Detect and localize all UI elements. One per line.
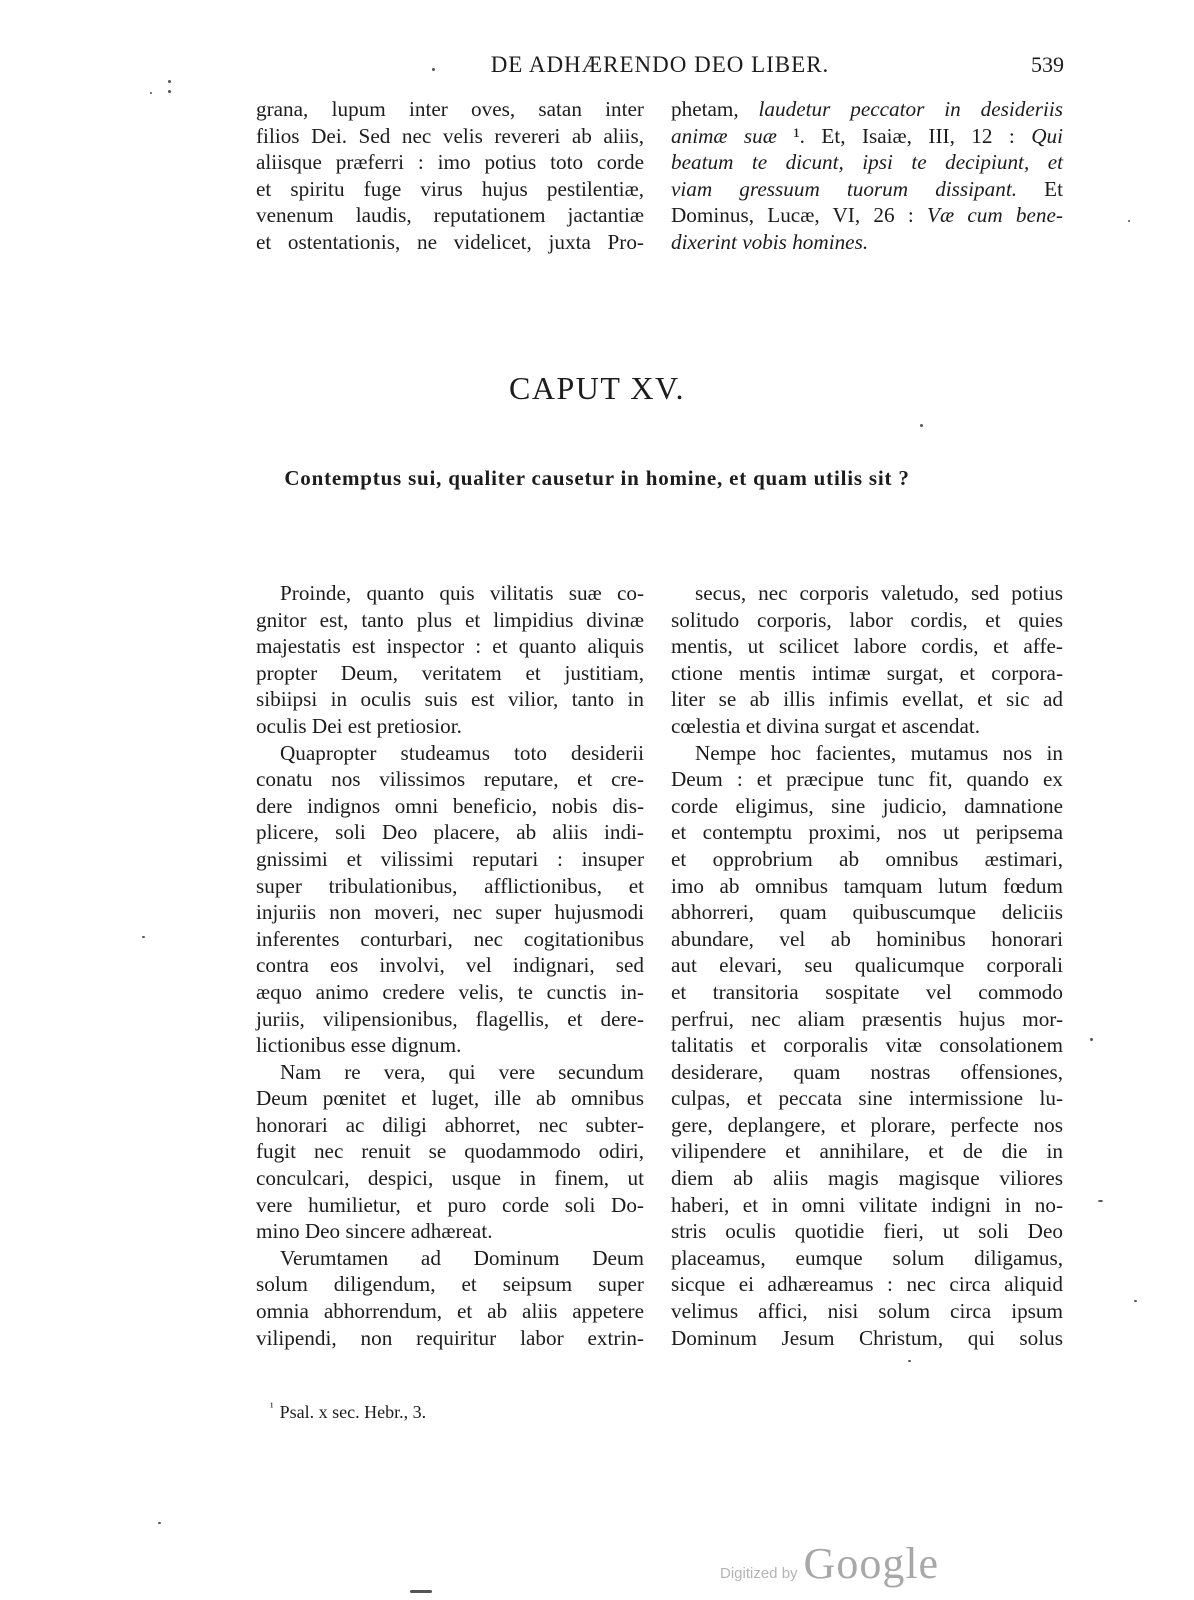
text-line: Deum : et præcipue tunc fit, quando ex: [671, 767, 1063, 792]
text-line: ctione mentis intimæ surgat, et corpora-: [671, 660, 1063, 685]
text-line: liter se ab illis infimis evellat, et sic ad: [671, 687, 1063, 712]
text-line: omnia abhorrendum, et ab aliis appetere: [256, 1299, 644, 1324]
running-title: DE ADHÆRENDO DEO LIBER.: [490, 52, 830, 77]
digitized-watermark: [720, 1538, 939, 1589]
text-line: mino Deo sincere adhæreat.: [256, 1219, 493, 1244]
text-line: [671, 123, 1063, 150]
text-line: honorari ac diligi abhorret, nec subter-: [256, 1112, 644, 1137]
text-line: Quapropter studeamus toto desiderii: [280, 740, 644, 765]
text-line: conculcari, despici, usque in finem, ut: [256, 1166, 644, 1191]
footnote: [270, 1400, 426, 1423]
text-line: Nam re vera, qui vere secundum: [280, 1059, 644, 1084]
scan-speck: [1134, 1300, 1137, 1302]
scan-speck: [168, 90, 171, 93]
text-line: stris oculis quotidie fieri, ut soli Deo: [671, 1219, 1063, 1244]
digitized-label: Digitized by: [720, 1565, 798, 1582]
text-line: abundare, vel ab hominibus honorari: [671, 926, 1063, 951]
top-left-column: [256, 96, 644, 256]
chapter-heading: CAPUT XV.: [509, 370, 685, 406]
text-line: sicque ei adhæreamus : nec circa aliquid: [671, 1272, 1063, 1297]
text-run: Et: [1017, 176, 1063, 201]
text-line: perfrui, nec aliam præsentis hujus mor-: [671, 1006, 1063, 1031]
text-line: [671, 229, 1063, 256]
text-line: Proinde, quanto quis vilitatis suæ co-: [280, 581, 644, 605]
quotation-italic: animæ suæ: [671, 123, 777, 148]
text-line: lictionibus esse dignum.: [256, 1033, 462, 1058]
text-line: majestatis est inspector : et quanto aliquis: [256, 634, 644, 659]
text-line: fugit nec renuit se quodammodo odiri,: [256, 1139, 644, 1164]
footnote-marker: ¹: [270, 1400, 274, 1414]
text-line: vere humilietur, et puro corde soli Do-: [256, 1192, 644, 1217]
text-line: contra eos involvi, vel indignari, sed: [256, 953, 644, 978]
text-run: ¹. Et, Isaiæ, III, 12 :: [776, 123, 1032, 148]
text-line: secus, nec corporis valetudo, sed potius: [695, 581, 1063, 605]
text-line: talitatis et corporalis vitæ consolationem: [671, 1033, 1063, 1058]
text-line: plicere, soli Deo placere, ab aliis indi-: [256, 820, 644, 845]
scan-speck: [142, 936, 145, 938]
text-line: grana, lupum inter oves, satan inter: [256, 97, 644, 121]
scan-speck: [1098, 1200, 1103, 1202]
text-line: abhorreri, quam quibuscumque deliciis: [671, 900, 1063, 925]
text-run: Dominus, Lucæ, VI, 26 :: [671, 203, 928, 228]
text-line: [671, 176, 1063, 203]
text-line: inferentes conturbari, nec cogitationibus: [256, 926, 644, 951]
text-line: oculis Dei est pretiosior.: [256, 713, 462, 738]
scan-speck: [908, 1360, 911, 1362]
text-line: injuriis non moveri, nec super hujusmodi: [256, 900, 644, 925]
text-line: et opprobrium ab omnibus æstimari,: [671, 846, 1063, 871]
text-line: haberi, et in omni vilitate indigni in no-: [671, 1192, 1063, 1217]
text-line: dere indignos omni beneficio, nobis dis-: [256, 793, 644, 818]
running-head: [256, 52, 1064, 82]
scan-speck: [920, 424, 923, 427]
text-line: aliisque præferri : imo potius toto corde: [256, 150, 644, 175]
text-line: juriis, vilipensionibus, flagellis, et dere-: [256, 1006, 644, 1031]
quotation-italic: Væ cum bene-: [927, 203, 1063, 228]
scan-speck: [1090, 1038, 1093, 1041]
text-line: Deum pœnitet et luget, ille ab omnibus: [256, 1086, 644, 1111]
top-right-column: [671, 96, 1063, 256]
chapter-subtitle: Contemptus sui, qualiter causetur in homine, et quam utilis sit ?: [284, 466, 910, 490]
text-line: [671, 149, 1063, 176]
text-line: et contemptu proximi, nos ut peripsema: [671, 820, 1063, 845]
page-number: 539: [1031, 52, 1064, 77]
text-run: phetam,: [671, 97, 759, 121]
text-line: et ostentationis, ne videlicet, juxta Pro-: [256, 229, 644, 254]
text-line: super tribulationibus, afflictionibus, et: [256, 873, 644, 898]
text-line: mentis, ut scilicet labore cordis, et affe-: [671, 634, 1063, 659]
text-line: Dominum Jesum Christum, qui solus: [671, 1325, 1063, 1350]
scan-speck: [432, 68, 435, 71]
google-logo: Google: [803, 1539, 940, 1588]
quotation-italic: viam gressuum tuorum dissipant.: [671, 176, 1018, 201]
text-line: corde eligimus, sine judicio, damnatione: [671, 793, 1063, 818]
text-line: gnissimi et vilissimi reputari : insuper: [256, 846, 644, 871]
text-line: solum diligendum, et seipsum super: [256, 1272, 644, 1297]
text-line: propter Deum, veritatem et justitiam,: [256, 660, 644, 685]
text-line: et spiritu fuge virus hujus pestilentiæ,: [256, 176, 644, 201]
text-line: velimus affici, nisi solum circa ipsum: [671, 1299, 1063, 1324]
text-line: [671, 96, 1063, 123]
scan-speck: [150, 92, 152, 94]
right-body-column: [671, 580, 1063, 1351]
text-line: diem ab aliis magis magisque viliores: [671, 1166, 1063, 1191]
scan-speck: [410, 1590, 432, 1593]
text-line: Verumtamen ad Dominum Deum: [280, 1245, 644, 1270]
text-line: gnitor est, tanto plus et limpidius divinæ: [256, 607, 644, 632]
text-line: sibiipsi in oculis suis est vilior, tanto in: [256, 687, 644, 712]
scan-speck: [168, 80, 171, 83]
text-line: conatu nos vilissimos reputare, et cre-: [256, 767, 644, 792]
scan-speck: [1128, 220, 1130, 222]
left-body-column: [256, 580, 644, 1351]
text-line: æquo animo credere velis, te cunctis in-: [256, 979, 644, 1004]
text-line: aut elevari, seu qualicumque corporali: [671, 953, 1063, 978]
quotation-italic: laudetur peccator in desideriis: [758, 97, 1063, 121]
text-line: Nempe hoc facientes, mutamus nos in: [695, 740, 1063, 765]
text-line: solitudo corporis, labor cordis, et quies: [671, 607, 1063, 632]
quotation-italic: beatum te dicunt, ipsi te decipiunt, et: [671, 150, 1063, 175]
text-line: imo ab omnibus tamquam lutum fœdum: [671, 873, 1063, 898]
footnote-text: Psal. x sec. Hebr., 3.: [279, 1402, 427, 1422]
text-line: culpas, et peccata sine intermissione lu-: [671, 1086, 1063, 1111]
text-line: vilipendere et annihilare, et de die in: [671, 1139, 1063, 1164]
quotation-italic: dixerint vobis homines.: [671, 229, 869, 254]
text-line: desiderare, quam nostras offensiones,: [671, 1059, 1063, 1084]
text-line: placeamus, eumque solum diligamus,: [671, 1245, 1063, 1270]
text-line: gere, deplangere, et plorare, perfecte nos: [671, 1112, 1063, 1137]
quotation-italic: Qui: [1031, 123, 1063, 148]
text-line: cœlestia et divina surgat et ascendat.: [671, 713, 981, 738]
text-line: [671, 202, 1063, 229]
text-line: vilipendi, non requiritur labor extrin-: [256, 1325, 644, 1350]
scan-speck: [158, 1522, 161, 1524]
text-line: et transitoria sospitate vel commodo: [671, 979, 1063, 1004]
text-line: venenum laudis, reputationem jactantiæ: [256, 203, 644, 228]
text-line: filios Dei. Sed nec velis revereri ab aliis,: [256, 123, 644, 148]
